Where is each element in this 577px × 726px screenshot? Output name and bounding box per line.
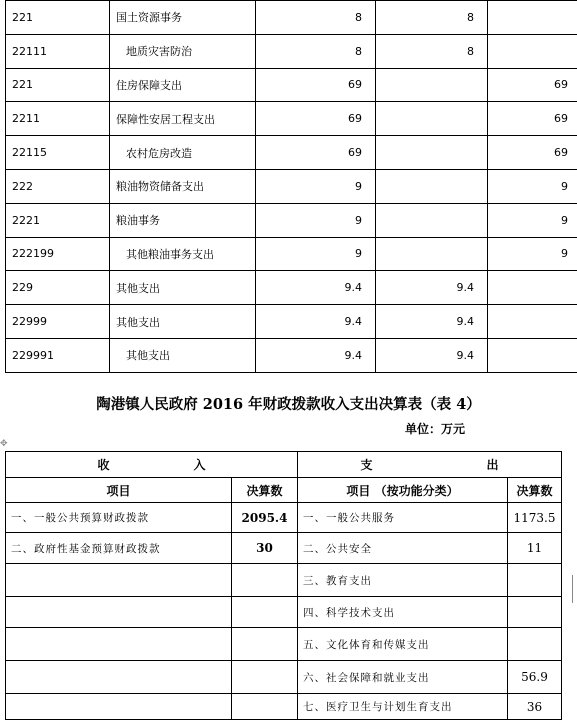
col-amount: 决算数 <box>232 478 298 503</box>
col-item-func: 项目 （按功能分类） <box>298 478 508 503</box>
income-item: 一、一般公共预算财政拨款 <box>6 503 232 533</box>
row-basic <box>376 136 488 170</box>
row-code <box>6 237 110 271</box>
table-row <box>6 203 577 237</box>
income-amount <box>232 597 298 628</box>
income-item <box>6 597 232 628</box>
table-row <box>6 564 562 597</box>
row-total <box>256 136 376 170</box>
expense-item: 五、文化体育和传媒支出 <box>298 628 508 661</box>
row-total-text: 9.4 <box>344 281 362 295</box>
row-project <box>488 1 577 35</box>
row-name-text: 其他粮油事务支出 <box>126 247 214 261</box>
row-code-text: 2221 <box>12 213 40 227</box>
move-handle-icon[interactable]: ✥ <box>0 439 8 449</box>
unit-label: 单位：万元 <box>405 422 466 436</box>
row-code <box>6 34 110 68</box>
row-code <box>6 305 110 339</box>
row-code <box>6 68 110 102</box>
row-code <box>6 271 110 305</box>
expense-amount: 56.9 <box>508 661 562 694</box>
expense-header: 支 出 <box>298 452 562 478</box>
row-name-text: 农村危房改造 <box>126 146 192 160</box>
table-row <box>6 102 577 136</box>
row-name-text: 其他支出 <box>116 281 160 295</box>
income-item: 二、政府性基金预算财政拨款 <box>6 533 232 564</box>
row-name-text: 保障性安居工程支出 <box>116 112 215 126</box>
row-code <box>6 1 110 35</box>
income-item <box>6 564 232 597</box>
row-name <box>110 1 256 35</box>
expense-amount: 11 <box>508 533 562 564</box>
row-total <box>256 338 376 372</box>
row-basic <box>376 34 488 68</box>
row-total <box>256 169 376 203</box>
income-item <box>6 628 232 661</box>
row-name-text: 住房保障支出 <box>116 78 182 92</box>
income-amount: 2095.4 <box>232 503 298 533</box>
row-project <box>488 34 577 68</box>
table-row <box>6 533 562 564</box>
row-code-text: 229 <box>12 281 33 295</box>
row-total <box>256 34 376 68</box>
row-name <box>110 305 256 339</box>
table-row <box>6 1 577 35</box>
income-expense-table <box>5 451 562 720</box>
row-basic <box>376 1 488 35</box>
row-basic-text: 8 <box>467 44 474 58</box>
table-row <box>6 237 577 271</box>
row-total-text: 8 <box>355 44 362 58</box>
row-code <box>6 102 110 136</box>
row-total-text: 9 <box>355 179 362 193</box>
expense-amount <box>508 597 562 628</box>
row-code <box>6 169 110 203</box>
row-project-text: 9 <box>561 213 568 227</box>
row-total <box>256 305 376 339</box>
row-project-text: 69 <box>554 146 568 160</box>
row-name <box>110 136 256 170</box>
row-total <box>256 68 376 102</box>
income-amount <box>232 628 298 661</box>
table-row <box>6 661 562 694</box>
row-project <box>488 237 577 271</box>
expense-amount: 36 <box>508 694 562 720</box>
table-row <box>6 68 577 102</box>
expense-item: 七、医疗卫生与计划生育支出 <box>298 694 508 720</box>
row-project <box>488 169 577 203</box>
table-row <box>6 503 562 533</box>
row-total <box>256 1 376 35</box>
row-total-text: 69 <box>348 112 362 126</box>
row-project <box>488 271 577 305</box>
row-name-text: 其他支出 <box>126 349 170 363</box>
income-amount <box>232 694 298 720</box>
row-project <box>488 136 577 170</box>
income-item <box>6 661 232 694</box>
row-project <box>488 102 577 136</box>
table-row <box>6 694 562 720</box>
row-code <box>6 203 110 237</box>
row-code-text: 22999 <box>12 315 47 329</box>
row-name <box>110 237 256 271</box>
row-total <box>256 271 376 305</box>
expense-item: 一、一般公共服务 <box>298 503 508 533</box>
row-name-text: 国土资源事务 <box>116 11 182 25</box>
row-basic-text: 8 <box>467 10 474 24</box>
row-basic <box>376 102 488 136</box>
row-name <box>110 169 256 203</box>
row-name <box>110 34 256 68</box>
table-row <box>6 169 577 203</box>
row-basic <box>376 237 488 271</box>
table-row <box>6 34 577 68</box>
income-header: 收 入 <box>6 452 298 478</box>
row-basic-text: 9.4 <box>456 348 474 362</box>
row-total-text: 69 <box>348 78 362 92</box>
col-item: 项目 <box>6 478 232 503</box>
expense-item: 四、科学技术支出 <box>298 597 508 628</box>
row-code-text: 229991 <box>12 348 54 362</box>
row-basic-text: 9.4 <box>456 281 474 295</box>
row-basic <box>376 169 488 203</box>
table-row <box>6 628 562 661</box>
expense-amount <box>508 564 562 597</box>
row-total-text: 9.4 <box>344 315 362 329</box>
row-total-text: 9 <box>355 247 362 261</box>
row-total <box>256 102 376 136</box>
row-total-text: 9 <box>355 213 362 227</box>
row-code-text: 222 <box>12 179 33 193</box>
expense-item: 三、教育支出 <box>298 564 508 597</box>
income-item <box>6 694 232 720</box>
row-code-text: 221 <box>12 78 33 92</box>
row-basic <box>376 338 488 372</box>
row-total-text: 9.4 <box>344 348 362 362</box>
income-amount: 30 <box>232 533 298 564</box>
row-basic <box>376 305 488 339</box>
row-name <box>110 271 256 305</box>
row-name <box>110 68 256 102</box>
table-row <box>6 305 577 339</box>
row-project <box>488 305 577 339</box>
table-row <box>6 338 577 372</box>
expense-item: 二、公共安全 <box>298 533 508 564</box>
upper-expenditure-table <box>5 0 577 373</box>
row-name <box>110 203 256 237</box>
row-code-text: 22115 <box>12 146 47 160</box>
row-basic <box>376 68 488 102</box>
row-name-text: 地质灾害防治 <box>126 45 192 59</box>
row-project-text: 69 <box>554 78 568 92</box>
expense-item: 六、社会保障和就业支出 <box>298 661 508 694</box>
row-code-text: 221 <box>12 10 33 24</box>
row-basic <box>376 271 488 305</box>
row-project <box>488 338 577 372</box>
row-name <box>110 338 256 372</box>
row-project <box>488 203 577 237</box>
row-basic <box>376 203 488 237</box>
scroll-edge <box>572 575 577 603</box>
row-total-text: 8 <box>355 10 362 24</box>
row-code-text: 222199 <box>12 247 54 261</box>
expense-amount <box>508 628 562 661</box>
table-row <box>6 136 577 170</box>
table-row <box>6 271 577 305</box>
row-project-text: 9 <box>561 179 568 193</box>
row-total-text: 69 <box>348 146 362 160</box>
row-total <box>256 203 376 237</box>
row-basic-text: 9.4 <box>456 315 474 329</box>
row-code-text: 2211 <box>12 112 40 126</box>
row-name-text: 粮油事务 <box>116 214 160 228</box>
income-amount <box>232 661 298 694</box>
expense-amount: 1173.5 <box>508 503 562 533</box>
row-code-text: 22111 <box>12 44 47 58</box>
row-project <box>488 68 577 102</box>
col-amount2: 决算数 <box>508 478 562 503</box>
row-total <box>256 237 376 271</box>
report-title: 陶港镇人民政府 2016 年财政拨款收入支出决算表（表 4） <box>96 396 481 413</box>
row-name-text: 粮油物资储备支出 <box>116 180 204 194</box>
table-row <box>6 597 562 628</box>
row-project-text: 69 <box>554 112 568 126</box>
row-name-text: 其他支出 <box>116 315 160 329</box>
row-project-text: 9 <box>561 247 568 261</box>
row-code <box>6 338 110 372</box>
income-amount <box>232 564 298 597</box>
row-code <box>6 136 110 170</box>
row-name <box>110 102 256 136</box>
